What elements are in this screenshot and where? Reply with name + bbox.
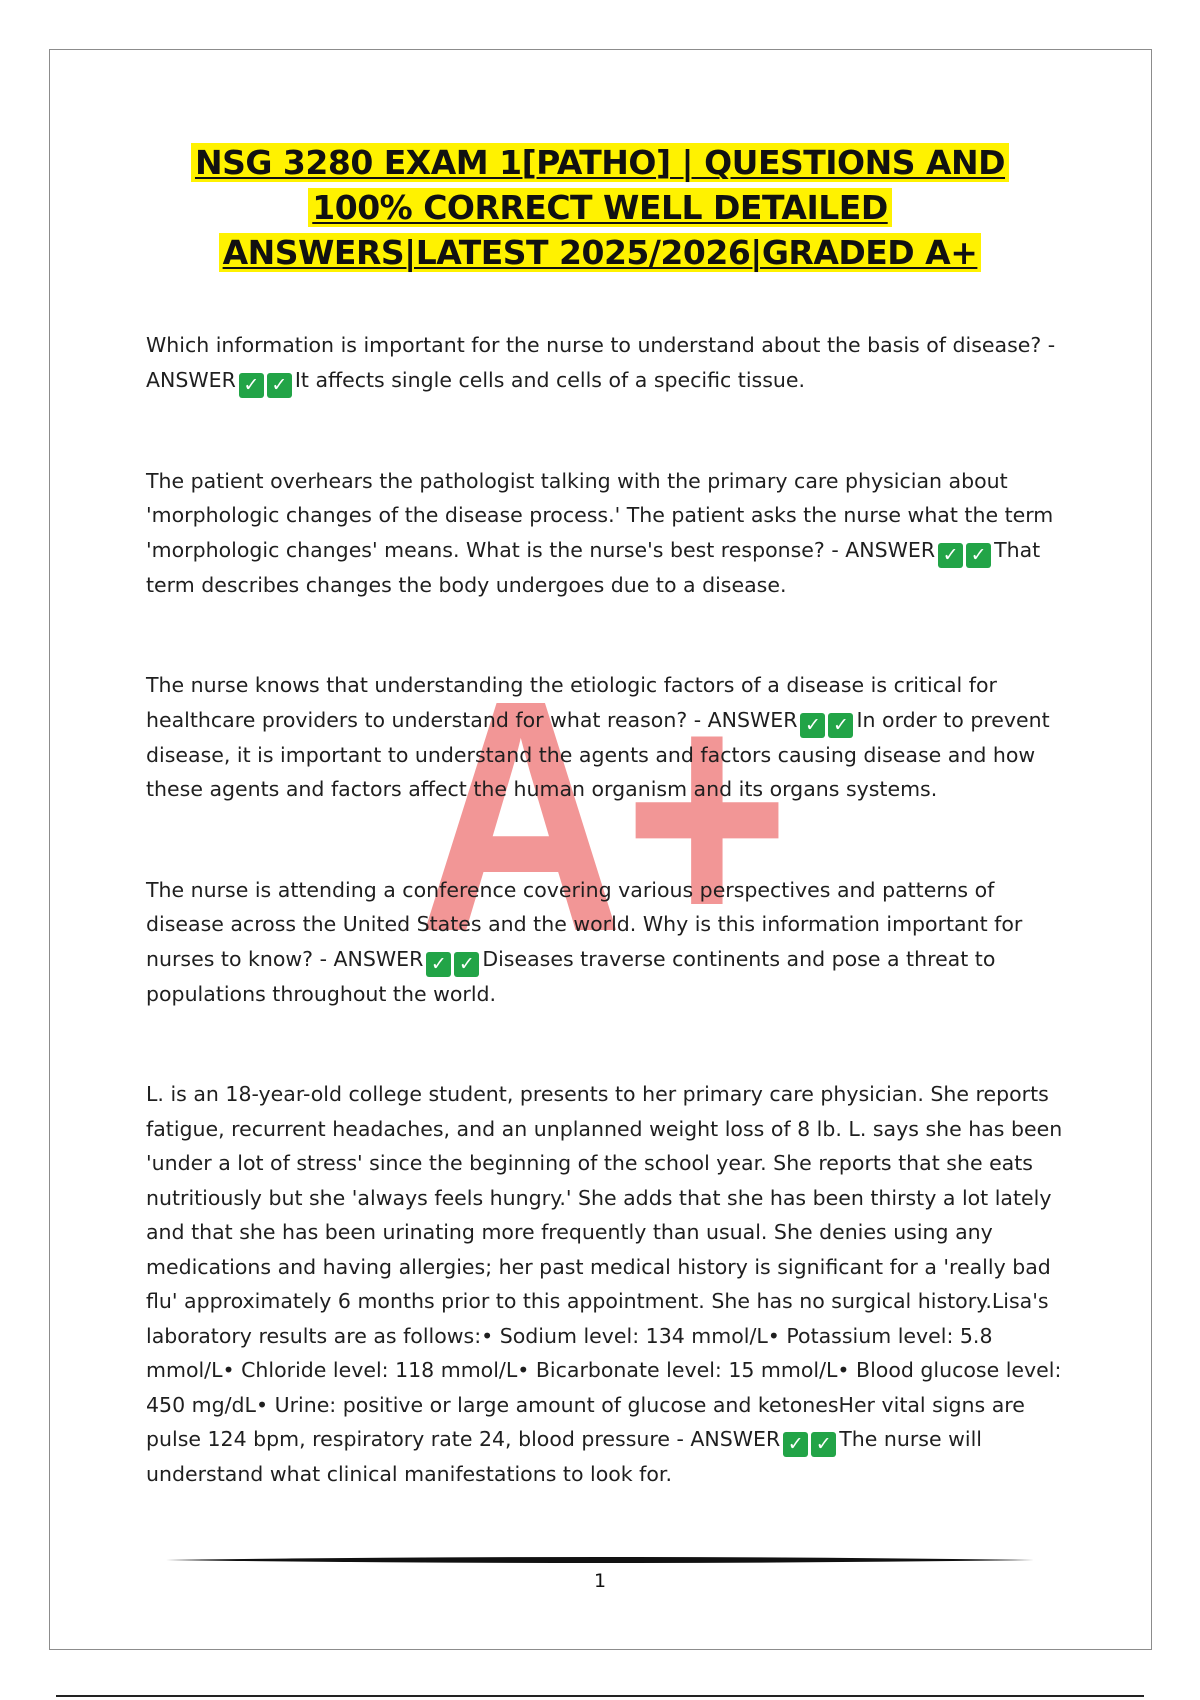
grade-watermark-text: A+ <box>418 680 790 940</box>
answer-label: ANSWER <box>333 946 424 971</box>
qa-item-1 <box>146 328 1066 398</box>
qa-item-4 <box>146 873 1066 1012</box>
white-check-mark-icon: ✓ <box>454 952 479 977</box>
answer-text: In order to prevent disease, it is important to understand the agents and factors causing disease and how these agents and factors affect the human organism and its organs systems. <box>146 707 1050 801</box>
white-check-mark-icon: ✓ <box>938 543 963 568</box>
white-check-mark-icon: ✓ <box>783 1432 808 1457</box>
page-bottom-line <box>56 1695 1144 1697</box>
qa-list <box>146 328 1066 1492</box>
white-check-mark-icon: ✓ <box>267 373 292 398</box>
white-check-mark-icon: ✓ <box>828 713 853 738</box>
white-check-mark-icon: ✓ <box>426 952 451 977</box>
question-text: The nurse knows that understanding the etiologic factors of a disease is critical for healthcare providers to understand for what reason? - <box>146 673 997 732</box>
question-text: Which information is important for the nurse to understand about the basis of disease? - <box>146 333 1056 357</box>
question-text: The nurse is attending a conference covering various perspectives and patterns of disease across the United States and the world. Why is this information important for nurses to know? - <box>146 877 1023 971</box>
answer-label: ANSWER <box>707 707 798 732</box>
title-line-3: ANSWERS|LATEST 2025/2026|GRADED A+ <box>219 233 982 272</box>
qa-item-2 <box>146 464 1066 603</box>
footer-rule <box>166 1556 1034 1564</box>
qa-item-3 <box>146 668 1066 807</box>
white-check-mark-icon: ✓ <box>966 543 991 568</box>
white-check-mark-icon: ✓ <box>811 1432 836 1457</box>
white-check-mark-icon: ✓ <box>239 373 264 398</box>
question-text: The patient overhears the pathologist talking with the primary care physician about 'morphologic changes of the disease process.' The patient asks the nurse what the term 'morphologic changes' means. What is the nurse's best response? - <box>146 468 1054 562</box>
question-text: L. is an 18-year-old college student, presents to her primary care physician. She reports fatigue, recurrent headaches, and an unplanned weight loss of 8 lb. L. says she has been 'under a lot of stress' since the beginning of the school year. She reports that she eats nutritiously but she 'always feels hungry.' She adds that she has been thirsty a lot lately and that she has been urinating more frequently than usual. She denies using any medications and having allergies; her past medical history is significant for a 'really bad flu' approximately 6 months prior to this appointment. She has no surgical history.Lisa's laboratory results are as follows:• Sodium level: 134 mmol/L• Potassium level: 5.8 mmol/L• Chloride level: 118 mmol/L• Bicarbonate level: 15 mmol/L• Blood glucose level: 450 mg/dL• Urine: positive or large amount of glucose and ketonesHer vital signs are pulse 124 bpm, respiratory rate 24, blood pressure - <box>146 1082 1063 1451</box>
answer-text: It affects single cells and cells of a specific tissue. <box>294 367 806 392</box>
qa-item-5 <box>146 1077 1066 1492</box>
answer-text: The nurse will understand what clinical manifestations to look for. <box>146 1427 982 1486</box>
answer-text: That term describes changes the body undergoes due to a disease. <box>146 537 1041 597</box>
title-line-2: 100% CORRECT WELL DETAILED <box>308 188 891 227</box>
white-check-mark-icon: ✓ <box>800 713 825 738</box>
answer-label: ANSWER <box>146 367 236 392</box>
page-number: 1 <box>593 1570 607 1592</box>
answer-text: Diseases traverse continents and pose a threat to populations throughout the world. <box>146 946 996 1006</box>
title-line-1: NSG 3280 EXAM 1[PATHO] | QUESTIONS AND <box>191 143 1009 182</box>
document-title <box>100 140 1100 275</box>
answer-label: ANSWER <box>690 1427 781 1451</box>
answer-label: ANSWER <box>845 537 936 562</box>
